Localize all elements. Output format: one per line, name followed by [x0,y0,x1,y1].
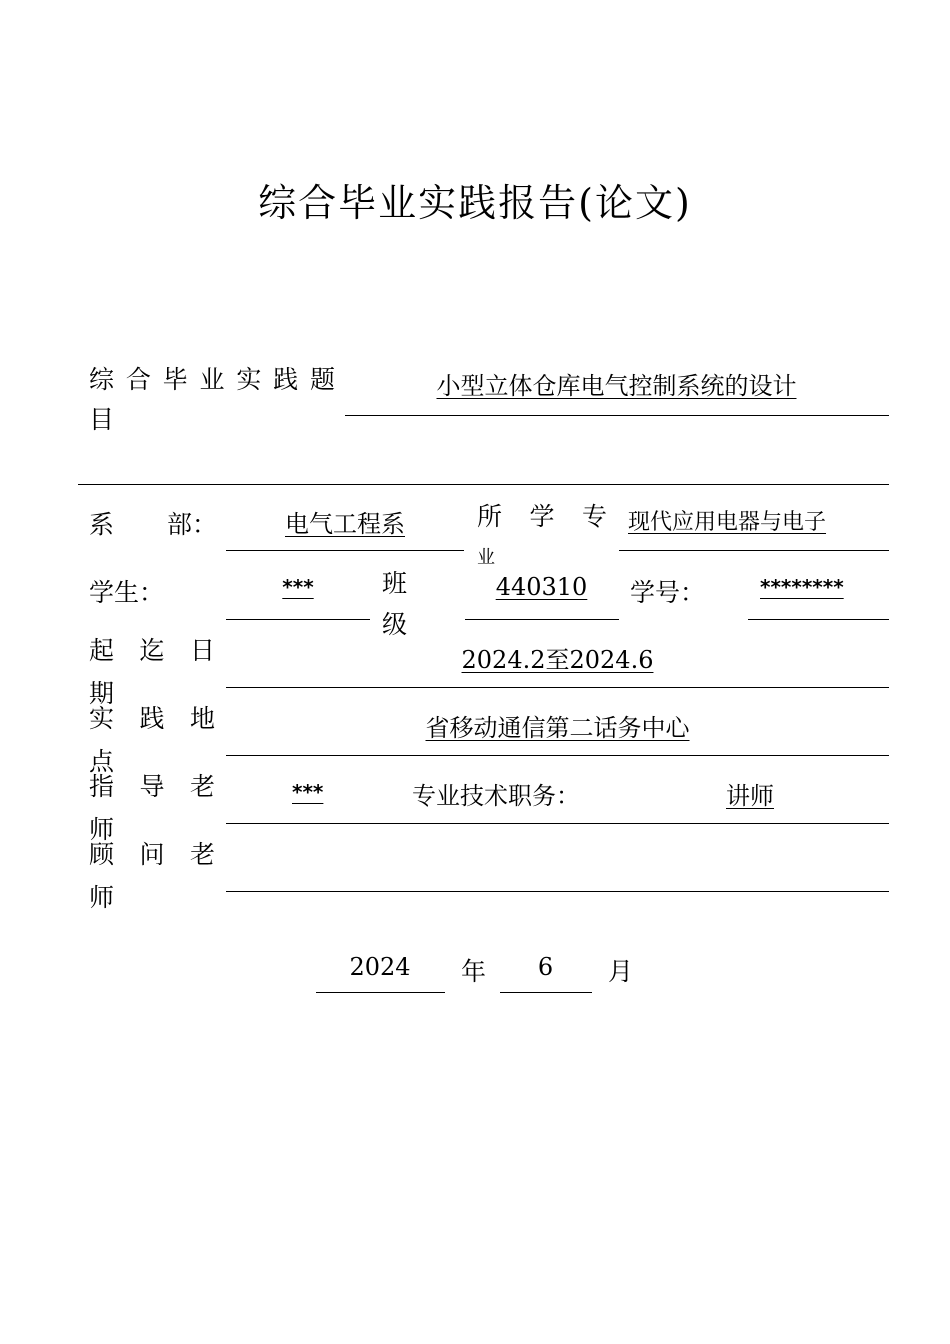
date-year-underline [316,992,445,993]
location-label: 实 践 地 [89,704,215,733]
consultant-underline [226,891,889,892]
topic-underline [345,415,889,416]
class-underline [465,619,619,620]
advisor-title-label: 专业技术职务： [412,782,580,810]
student-id-label: 学号： [630,578,706,607]
class-label-tail: 级 [382,610,408,639]
topic-label-tail: 目 [89,405,115,434]
document-title: 综合毕业实践报告(论文) [258,181,692,225]
date-year[interactable]: 2024 [349,953,411,981]
period-underline [226,687,889,688]
class-value[interactable]: 440310 [495,573,588,601]
date-month-unit: 月 [608,957,634,986]
topic-value[interactable]: 小型立体仓库电气控制系统的设计 [436,372,797,400]
student-label: 学生： [89,578,165,607]
consultant-label-tail: 师 [89,883,115,912]
student-value[interactable]: *** [282,575,314,599]
major-label-tail: 业 [477,547,495,568]
period-value[interactable]: 2024.2至2024.6 [461,646,654,674]
date-month-underline [500,992,592,993]
advisor-label: 指 导 老 [89,772,215,801]
date-year-unit: 年 [461,957,487,986]
advisor-value[interactable]: *** [292,780,324,804]
student-id-underline [748,619,889,620]
section-divider [78,484,889,485]
student-underline [226,619,370,620]
major-underline [619,550,889,551]
location-label-tail: 点 [89,747,115,776]
advisor-title-value[interactable]: 讲师 [726,782,774,810]
student-id-value[interactable]: ******** [760,575,844,599]
date-month[interactable]: 6 [537,953,554,981]
consultant-label: 顾 问 老 [89,840,215,869]
department-value[interactable]: 电气工程系 [285,510,405,538]
advisor-label-tail: 师 [89,815,115,844]
location-value[interactable]: 省移动通信第二话务中心 [425,714,690,742]
department-underline [226,550,464,551]
period-label-tail: 期 [89,679,115,708]
advisor-underline [226,823,889,824]
period-label: 起 迄 日 [89,636,215,665]
department-label: 系 部： [89,510,217,539]
class-label: 班 [382,569,408,598]
major-label: 所 学 专 [477,502,607,531]
location-underline [226,755,889,756]
major-value[interactable]: 现代应用电器与电子 [628,510,827,535]
topic-label: 综 合 毕 业 实 践 题 [89,365,335,394]
